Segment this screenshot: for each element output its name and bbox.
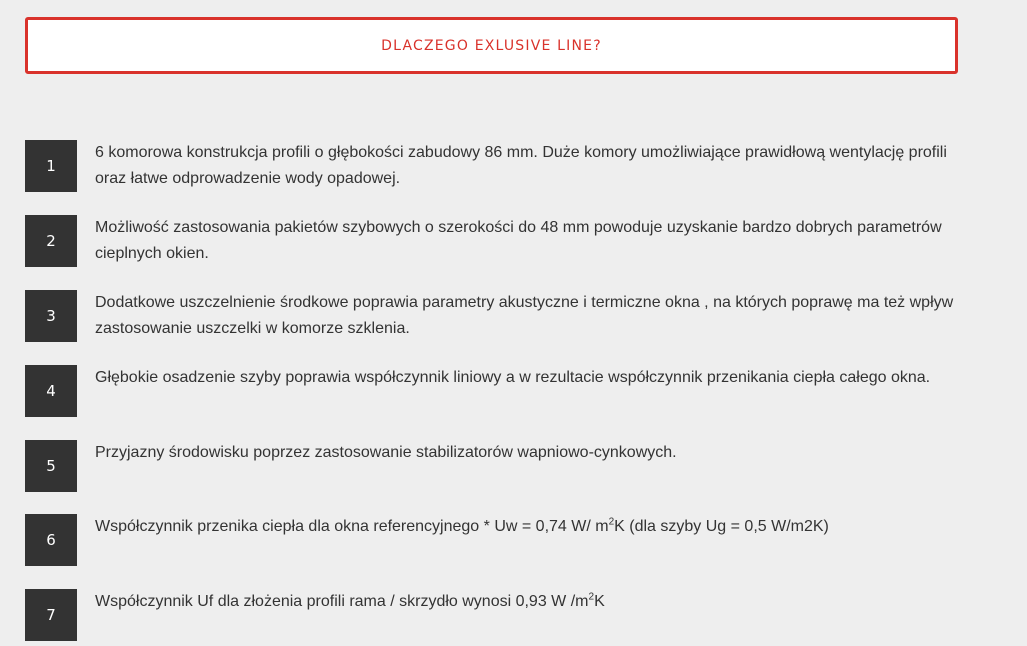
item-text [95, 514, 975, 540]
item-text: Dodatkowe uszczelnienie środkowe poprawia parametry akustyczne i termiczne okna , na których poprawę ma też wpływ zastosowanie uszczelki w komorze szklenia. [95, 294, 954, 337]
item-text-part: Współczynnik przenika ciepła dla okna referencyjnego * Uw = 0,74 W/ m [95, 518, 609, 535]
superscript: 2 [588, 591, 595, 603]
item-text-part: Współczynnik Uf dla złożenia profili rama / skrzydło wynosi 0,93 W /m [95, 593, 589, 610]
page-title: DLACZEGO EXLUSIVE LINE? [381, 37, 602, 54]
item-text: Możliwość zastosowania pakietów szybowych o szerokości do 48 mm powoduje uzyskanie bardzo dobrych parametrów cieplnych okien. [95, 219, 942, 262]
item-text: Przyjazny środowisku poprzez zastosowanie stabilizatorów wapniowo-cynkowych. [95, 444, 677, 461]
number-badge: 4 [25, 365, 77, 417]
item-text: 6 komorowa konstrukcja profili o głębokości zabudowy 86 mm. Duże komory umożliwiające prawidłową wentylację profili oraz łatwe odprowadzenie wody opadowej. [95, 144, 947, 187]
item-text-part: K (dla szyby Ug = 0,5 W/m2K) [614, 518, 829, 535]
header-box [25, 17, 958, 74]
item-text: Głębokie osadzenie szyby poprawia współczynnik liniowy a w rezultacie współczynnik przenikania ciepła całego okna. [95, 369, 931, 386]
item-text [95, 589, 975, 615]
number-badge: 7 [25, 589, 77, 641]
superscript: 2 [608, 516, 615, 528]
number-badge: 3 [25, 290, 77, 342]
item-text-part: K [594, 593, 605, 610]
number-badge: 5 [25, 440, 77, 492]
number-badge: 2 [25, 215, 77, 267]
number-badge: 1 [25, 140, 77, 192]
number-badge: 6 [25, 514, 77, 566]
